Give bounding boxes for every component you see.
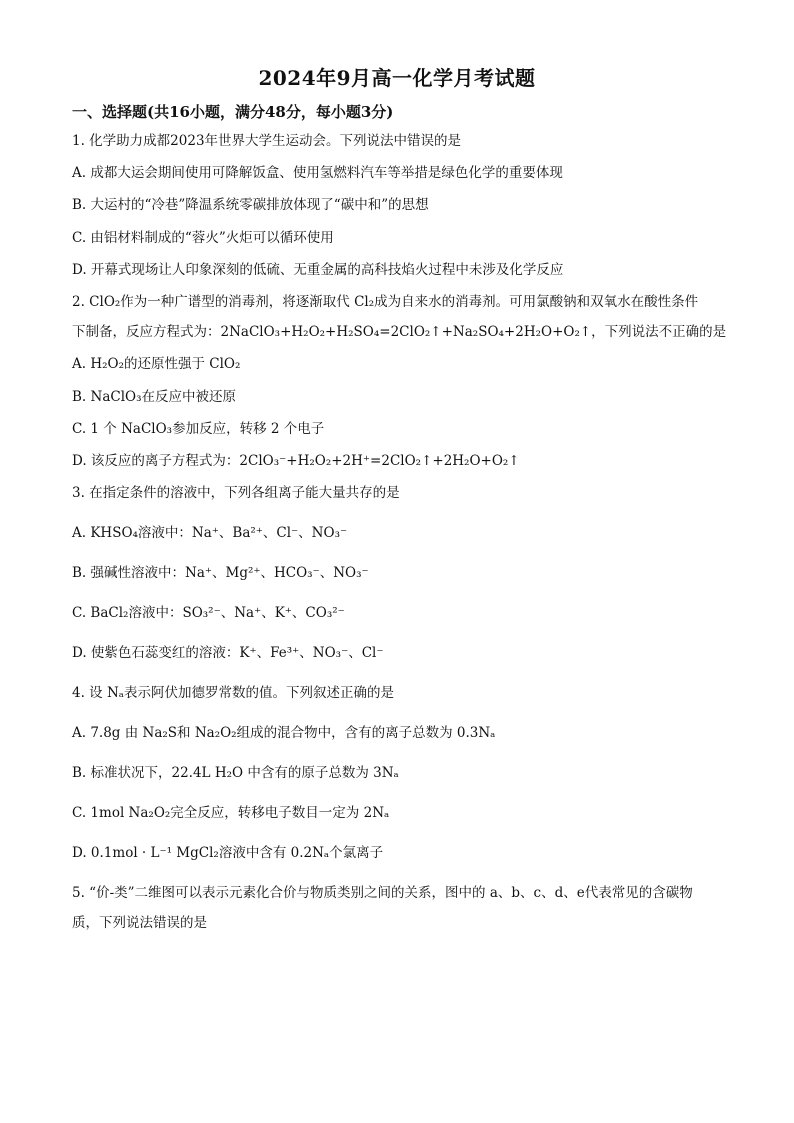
- question-stem: 5. “价-类”二维图可以表示元素化合价与物质类别之间的关系，图中的 a、b、c、d、e代表常见的含碳物: [72, 885, 693, 902]
- option-b: B. 标准状况下，22.4L H₂O 中含有的原子总数为 3Nₐ: [72, 765, 399, 782]
- option-c: C. 1mol Na₂O₂完全反应，转移电子数目一定为 2Nₐ: [72, 805, 390, 822]
- option-c: C. 1 个 NaClO₃参加反应，转移 2 个电子: [72, 420, 325, 437]
- question-1: [72, 132, 722, 279]
- option-d: D. 0.1mol · L⁻¹ MgCl₂溶液中含有 0.2Nₐ个氯离子: [72, 845, 384, 862]
- question-3: [72, 484, 722, 662]
- section-heading: 一、选择题(共16小题，满分48分，每小题3分): [72, 103, 394, 121]
- question-stem: 4. 设 Nₐ表示阿伏加德罗常数的值。下列叙述正确的是: [72, 685, 394, 702]
- option-d: D. 开幕式现场让人印象深刻的低硫、无重金属的高科技焰火过程中未涉及化学反应: [72, 261, 564, 278]
- question-stem: 3. 在指定条件的溶液中，下列各组离子能大量共存的是: [72, 485, 400, 502]
- question-5: [72, 884, 722, 932]
- option-d: D. 使紫色石蕊变红的溶液：K⁺、Fe³⁺、NO₃⁻、Cl⁻: [72, 645, 384, 662]
- option-c: C. BaCl₂溶液中：SO₃²⁻、Na⁺、K⁺、CO₃²⁻: [72, 605, 345, 622]
- option-c: C. 由铝材料制成的“蓉火”火炬可以循环使用: [72, 229, 334, 246]
- option-a: A. 成都大运会期间使用可降解饭盒、使用氢燃料汽车等举措是绿色化学的重要体现: [72, 165, 563, 182]
- option-b: B. NaClO₃在反应中被还原: [72, 388, 236, 405]
- question-stem: 2. ClO₂作为一种广谱型的消毒剂，将逐渐取代 Cl₂成为自来水的消毒剂。可用氯酸钠和双氧水在酸性条件: [72, 293, 699, 310]
- question-2: [72, 293, 727, 470]
- exam-page: [72, 62, 727, 946]
- option-a: A. KHSO₄溶液中：Na⁺、Ba²⁺、Cl⁻、NO₃⁻: [72, 525, 348, 542]
- page-title: 2024年9月高一化学月考试题: [258, 66, 536, 90]
- option-d: D. 该反应的离子方程式为：2ClO₃⁻+H₂O₂+2H⁺=2ClO₂↑+2H₂O+O₂↑: [72, 452, 520, 469]
- question-4: [72, 684, 722, 862]
- question-stem-continued: 质，下列说法错误的是: [72, 915, 207, 932]
- option-b: B. 大运村的“冷巷”降温系统零碳排放体现了“碳中和”的思想: [72, 197, 429, 214]
- question-stem: 1. 化学助力成都2023年世界大学生运动会。下列说法中错误的是: [72, 133, 462, 149]
- option-a: A. 7.8g 由 Na₂S和 Na₂O₂组成的混合物中，含有的离子总数为 0.3Nₐ: [72, 725, 496, 742]
- option-a: A. H₂O₂的还原性强于 ClO₂: [72, 356, 241, 373]
- option-b: B. 强碱性溶液中：Na⁺、Mg²⁺、HCO₃⁻、NO₃⁻: [72, 565, 369, 582]
- question-stem-continued: 下制备，反应方程式为：2NaClO₃+H₂O₂+H₂SO₄=2ClO₂↑+Na₂SO₄+2H₂O+O₂↑，下列说法不正确的是: [72, 324, 727, 341]
